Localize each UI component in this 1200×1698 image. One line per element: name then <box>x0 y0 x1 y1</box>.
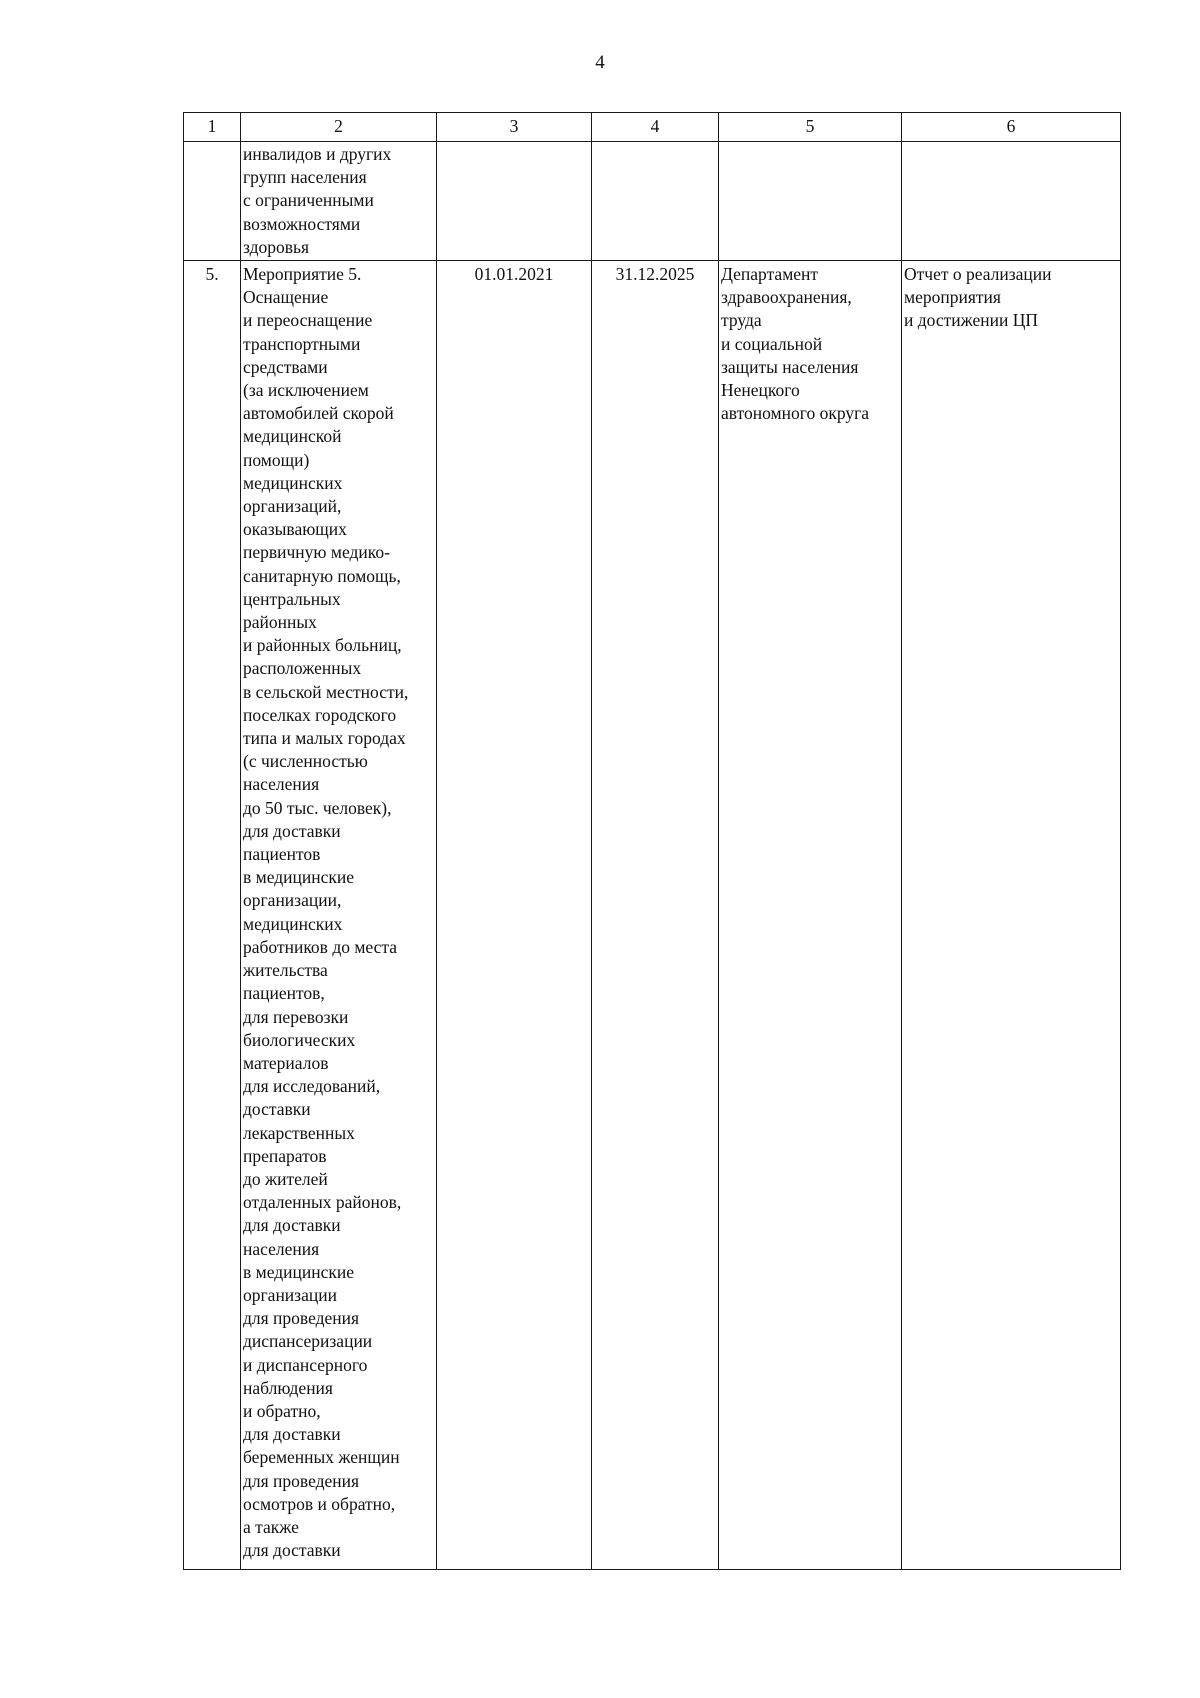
page-number: 4 <box>595 52 605 73</box>
text-line: медицинских <box>243 913 343 934</box>
text-line: автономного округа <box>721 403 870 424</box>
responsible-cell <box>719 142 902 261</box>
text-line: групп населения <box>243 167 367 188</box>
text-line: до жителей <box>243 1168 328 1189</box>
text-line: типа и малых городах <box>243 728 406 749</box>
text-line: для перевозки <box>243 1006 349 1027</box>
end-date-cell: 31.12.2025 <box>592 261 719 1570</box>
text-line: здравоохранения, <box>721 287 852 308</box>
text-line: для проведения <box>243 1470 360 1491</box>
activity-name-text <box>243 263 434 1562</box>
text-line: в медицинские <box>243 1261 355 1282</box>
text-line: центральных <box>243 588 341 609</box>
start-date-cell: 01.01.2021 <box>437 261 592 1570</box>
text-line: осмотров и обратно, <box>243 1493 396 1514</box>
text-line: и диспансерного <box>243 1354 368 1375</box>
text-line: для исследований, <box>243 1076 381 1097</box>
text-line: препаратов <box>243 1145 327 1166</box>
column-header-1: 1 <box>184 113 241 142</box>
text-line: Отчет о реализации <box>904 264 1052 284</box>
result-cell <box>902 261 1121 1570</box>
table-row-continuation <box>184 142 1121 261</box>
text-line: беременных женщин <box>243 1447 400 1468</box>
text-line: а также <box>243 1516 299 1537</box>
text-line: труда <box>721 310 762 331</box>
text-line: транспортными <box>243 333 361 354</box>
activity-name-cell <box>241 261 437 1570</box>
start-date-cell <box>437 142 592 261</box>
text-line: населения <box>243 774 320 795</box>
text-line: и районных больниц, <box>243 635 402 656</box>
end-date-cell <box>592 142 719 261</box>
text-line: в сельской местности, <box>243 681 409 702</box>
text-line: для доставки <box>243 1424 341 1445</box>
text-line: в медицинские <box>243 867 355 888</box>
text-line: и социальной <box>721 333 823 354</box>
text-line: и достижении ЦП <box>904 310 1038 331</box>
column-header-4: 4 <box>592 113 719 142</box>
text-line: пациентов <box>243 844 321 865</box>
text-line: наблюдения <box>243 1377 333 1398</box>
row-number-cell <box>184 142 241 261</box>
text-line: материалов <box>243 1052 329 1073</box>
text-line: первичную медико- <box>243 542 390 563</box>
text-line: Департамент <box>721 264 819 284</box>
text-line: доставки <box>243 1099 311 1120</box>
column-header-2: 2 <box>241 113 437 142</box>
text-line: помощи) <box>243 449 310 470</box>
text-line: жительства <box>243 960 328 981</box>
text-line: и обратно, <box>243 1400 321 1421</box>
text-line: с ограниченными <box>243 190 374 211</box>
text-line: для доставки <box>243 820 341 841</box>
table-header-row <box>184 113 1121 142</box>
text-line: медицинских <box>243 472 343 493</box>
text-line: санитарную помощь, <box>243 565 401 586</box>
activities-table <box>183 112 1121 1570</box>
text-line: населения <box>243 1238 320 1259</box>
activity-name-text <box>243 143 434 259</box>
text-line: для доставки <box>243 1540 341 1561</box>
text-line: поселках городского <box>243 704 397 725</box>
text-line: оказывающих <box>243 519 347 540</box>
text-line: пациентов, <box>243 983 325 1004</box>
result-text <box>904 263 1118 333</box>
activity-name-cell <box>241 142 437 261</box>
text-line: возможностями <box>243 213 361 234</box>
text-line: биологических <box>243 1029 356 1050</box>
text-line: лекарственных <box>243 1122 355 1143</box>
text-line: организации, <box>243 890 342 911</box>
text-line: расположенных <box>243 658 362 679</box>
text-line: здоровья <box>243 236 310 257</box>
row-number-cell: 5. <box>184 261 241 1570</box>
text-line: средствами <box>243 356 328 377</box>
column-header-5: 5 <box>719 113 902 142</box>
text-line: инвалидов и других <box>243 144 392 164</box>
text-line: отдаленных районов, <box>243 1192 402 1213</box>
text-line: районных <box>243 612 317 633</box>
text-line: защиты населения <box>721 356 859 377</box>
text-line: (с численностью <box>243 751 368 772</box>
text-line: (за исключением <box>243 380 369 401</box>
text-line: мероприятия <box>904 287 1001 308</box>
text-line: Ненецкого <box>721 380 800 401</box>
text-line: организаций, <box>243 496 342 517</box>
result-cell <box>902 142 1121 261</box>
table-row-activity-5 <box>184 261 1121 1570</box>
text-line: Мероприятие 5. <box>243 264 362 284</box>
text-line: работников до места <box>243 936 398 957</box>
text-line: автомобилей скорой <box>243 403 394 424</box>
text-line: диспансеризации <box>243 1331 373 1352</box>
responsible-cell <box>719 261 902 1570</box>
responsible-text <box>721 263 899 425</box>
column-header-3: 3 <box>437 113 592 142</box>
text-line: до 50 тыс. человек), <box>243 797 392 818</box>
text-line: организации <box>243 1284 337 1305</box>
column-header-6: 6 <box>902 113 1121 142</box>
text-line: и переоснащение <box>243 310 373 331</box>
text-line: Оснащение <box>243 287 329 308</box>
text-line: для проведения <box>243 1308 360 1329</box>
text-line: для доставки <box>243 1215 341 1236</box>
text-line: медицинской <box>243 426 342 447</box>
